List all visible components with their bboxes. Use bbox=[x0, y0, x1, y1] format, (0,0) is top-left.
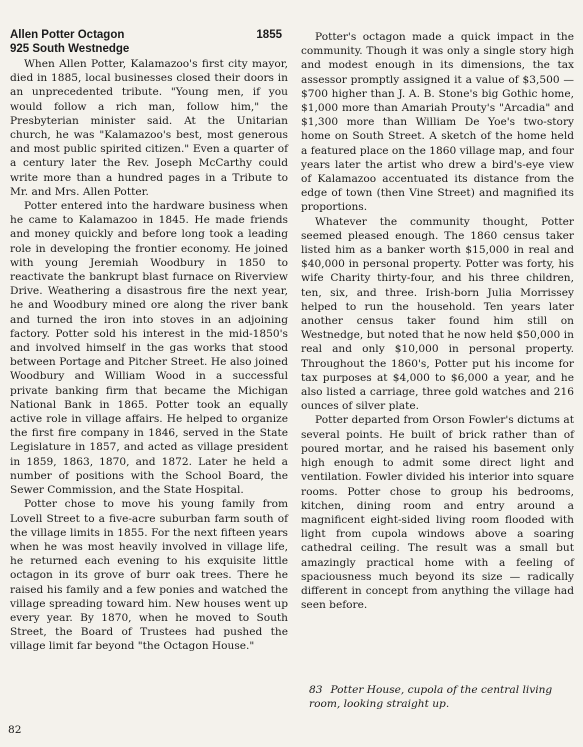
entry-heading bbox=[10, 28, 288, 42]
entry-year: 1855 bbox=[256, 29, 282, 41]
paragraph: Potter's octagon made a quick impact in the community. Though it was only a single story high and modest enough in its dimensions, the tax assessor promptly assigned it a value of $3,500 — $700 higher than J. A. B. Stone's big Gothic home, $1,000 more than Amariah Prouty's "Arcadia" and $1,300 more than William De Yoe's two-story home on South Street. A sketch of the home held a featured place on the 1860 village map, and four years later the artist who drew a bird's-eye view of Kalamazoo accentuated its distance from the edge of town (then Vine Street) and magnified its proportions. bbox=[301, 31, 574, 214]
page-number: 82 bbox=[8, 724, 22, 736]
paragraph: Potter entered into the hardware business when he came to Kalamazoo in 1845. He made friends and money quickly and before long took a leading role in developing the frontier economy. He joined with young Jeremiah Woodbury in 1850 to reactivate the bankrupt blast furnace on Riverview Drive. Weathering a disastrous fire the next year, he and Woodbury mined ore along the river bank and turned the iron into stoves in an adjoining factory. Potter sold his interest in the mid-1850's and involved himself in the gas works that stood between Portage and Pitcher Street. He also joined Woodbury and William Wood in a successful private banking firm that became the Michigan National Bank in 1865. Potter took an equally active role in village affairs. He helped to organize the first fire company in 1846, served in the State Legislature in 1857, and acted as village president in 1859, 1863, 1870, and 1872. Later he held a number of positions with the School Board, the Sewer Commission, and the State Hospital. bbox=[10, 200, 288, 497]
paragraph: Potter departed from Orson Fowler's dictums at several points. He built of brick rather than of poured mortar, and he raised his basement only high enough to admit some direct light and ventilation. Fowler divided his interior into square rooms. Potter chose to group his bedrooms, kitchen, dining room and entry around a magnificent eight-sided living room flooded with light from cupola windows above a soaring cathedral ceiling. The result was a small but amazingly practical home with a feeling of spaciousness much beyond its size — radically different in concept from anything the village had seen before. bbox=[301, 414, 574, 612]
paragraph: Whatever the community thought, Potter seemed pleased enough. The 1860 census taker listed him as a banker worth $15,000 in real and $40,000 in personal property. Potter was forty, his wife Charity thirty-four, and his three children, ten, six, and three. Irish-born Julia Morrissey helped to run the household. Ten years later another census taker found him still on Westnedge, but noted that he now held $50,000 in real and only $10,000 in personal property. Throughout the 1860's, Potter put his income for tax purposes at $4,000 to $6,000 a year, and he also listed a carriage, three gold watches and 216 ounces of silver plate. bbox=[301, 215, 574, 413]
paragraph: When Allen Potter, Kalamazoo's first city mayor, died in 1885, local businesses closed their doors in an unprecedented tribute. "Young men, if you would follow a rich man, follow him," the Presbyterian minister said. At the Unitarian church, he was "Kalamazoo's best, most generous and most public spirited citizen." Even a quarter of a century later the Rev. Joseph McCarthy could write more than a hundred pages in a Tribute to Mr. and Mrs. Allen Potter. bbox=[10, 58, 288, 198]
paragraph: Potter chose to move his young family from Lovell Street to a five-acre suburban farm south of the village limits in 1855. For the next fifteen years when he was most heavily involved in village life, he returned each evening to his exquisite little octagon in its grove of burr oak trees. There he raised his family and a few ponies and watched the village spreading toward him. New houses went up every year. By 1870, when he moved to South Street, the Board of Trustees had pushed the village limit far beyond "the Octagon House." bbox=[10, 498, 288, 653]
caption-text: Potter House, cupola of the central living room, looking straight up. bbox=[309, 684, 553, 711]
entry-title: Allen Potter Octagon bbox=[10, 29, 125, 41]
left-column bbox=[10, 28, 288, 654]
caption-number: 83 bbox=[309, 684, 323, 696]
entry-address: 925 South Westnedge bbox=[10, 43, 130, 55]
figure-caption bbox=[309, 683, 571, 711]
right-column bbox=[301, 30, 574, 612]
